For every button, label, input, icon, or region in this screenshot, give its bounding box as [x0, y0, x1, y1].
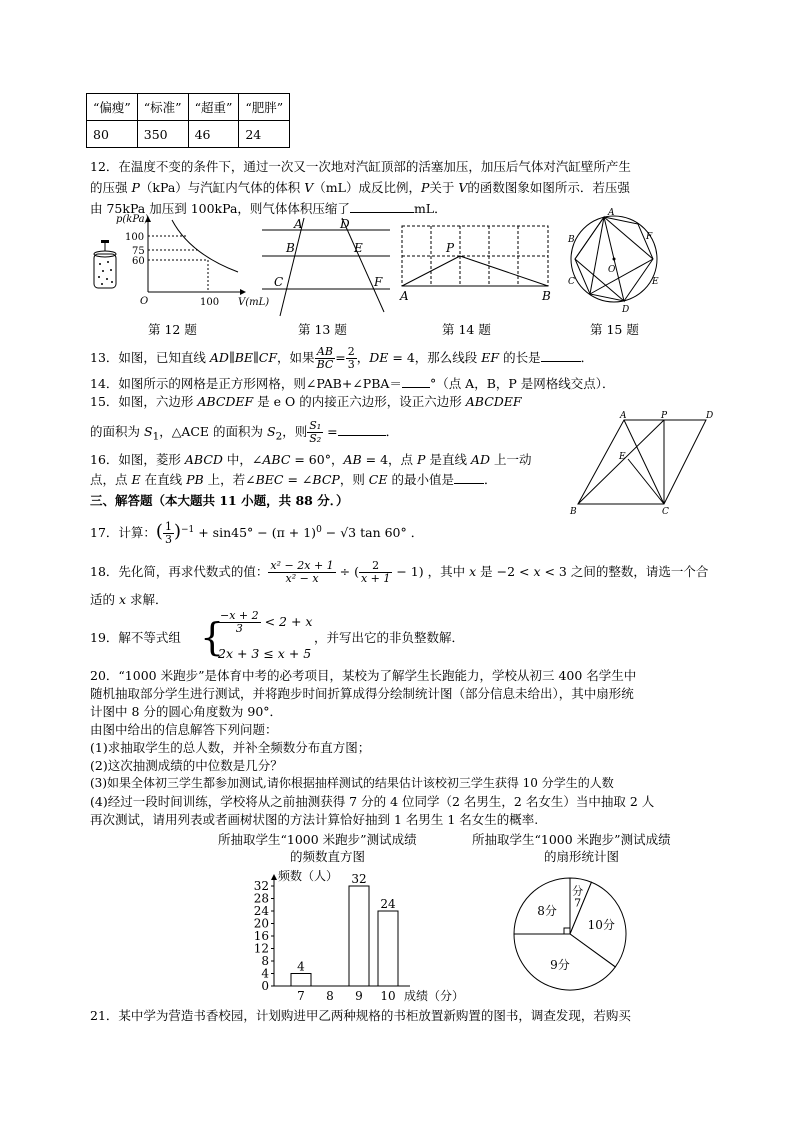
brace: {	[200, 615, 225, 659]
pie-label: 分	[572, 884, 584, 898]
bar-y-tick-label: 8	[261, 954, 269, 968]
pie-label: 7	[574, 896, 582, 910]
fig15-label: A	[608, 208, 615, 218]
fig12-ylabel: p(kPa)	[116, 214, 149, 225]
q20-line1: 20．“1000 米跑步”是体育中考的必考项目，某校为了解学生长跑能力，学校从初三 400 名学生中	[90, 668, 637, 683]
q18-line2: 适的 x 求解．	[90, 592, 168, 607]
bar-category-label: 8	[326, 989, 334, 1003]
bar-value-label: 24	[380, 897, 396, 911]
q19-ineq1: $\frac{-x + 2}{3}$ < 2 + x	[220, 609, 313, 635]
fig12-ytick: 100	[125, 232, 145, 243]
q17: 17．计算：( $\frac{1}{3}$ )$^{-1} + \sin 45^\circ - (\pi + 1)^0 - √3$ tan 60° ．	[90, 520, 424, 546]
answer-blank	[338, 435, 386, 436]
fig16-label: A	[620, 411, 627, 421]
bar-y-tick-label: 4	[261, 966, 269, 981]
q16-line2: 点，点 E 在直线 PB 上，若∠BEC = ∠BCP，则 CE 的最小值是 ．	[90, 472, 497, 487]
fig14-caption: 第 14 题	[442, 322, 491, 337]
fig14-label: B	[542, 289, 551, 303]
bar-chart	[248, 866, 468, 1006]
table-header-cell: “偏瘦”	[87, 94, 138, 121]
bar-category-label: 9	[355, 989, 363, 1003]
fig16-label: D	[706, 411, 714, 421]
table-header-cell: “标准”	[137, 94, 188, 121]
fig13-label: A	[294, 217, 303, 231]
q20-line8: (4)经过一段时间训练，学校将从之前抽测获得 7 分的 4 位同学（2 名男生，2 名女生）当中抽取 2 人	[90, 794, 655, 809]
pie-chart	[512, 870, 642, 1000]
fig13-label: B	[286, 241, 295, 255]
bar-y-tick-label: 20	[253, 916, 269, 931]
q13: 13．如图，已知直线 AD∥BE∥CF，如果 $\frac{AB}{BC}$ = $\frac{2}{3}$ ，DE = 4，那么线段 EF 的长是 ．	[90, 345, 594, 371]
answer-blank	[454, 483, 484, 484]
figure-16	[566, 412, 716, 518]
q20-line6: (2)这次抽测成绩的中位数是几分？	[90, 758, 283, 773]
fig13-label: D	[340, 217, 350, 231]
table-header-cell: “超重”	[188, 94, 239, 121]
q20-line5: (1)求抽取学生的总人数，并补全频数分布直方图；	[90, 740, 371, 755]
bar-value-label: 32	[351, 872, 367, 886]
fig12-caption: 第 12 题	[148, 322, 197, 337]
q16-line1: 16．如图，菱形 ABCD 中，∠ABC = 60°，AB = 4，点 P 是直线 AD 上一动	[90, 452, 532, 467]
bar-category-label: 7	[297, 989, 305, 1003]
pie-label: 9分	[550, 957, 570, 972]
answer-blank	[350, 212, 414, 213]
q18-line1: 18．先化简，再求代数式的值： $\frac{\text{x² − 2x + 1}}{\text{x² − x}}$ ÷ ( $\frac{2}{x + 1}$ − 1) ，其中 x 是 −2 < x < 3 之间的整数，请选一个合	[90, 559, 709, 585]
fig16-label: E	[619, 452, 626, 462]
table-value-cell: 350	[137, 121, 188, 148]
fig14-label: A	[400, 289, 409, 303]
cylinder-icon	[94, 240, 116, 288]
bar-10	[378, 911, 398, 986]
q15-line2: 的面积为 $S_1$，△ACE 的面积为 $S_2$，则 $\frac{\text{S₁}}{\text{S₂}}$ = ．	[90, 419, 399, 445]
q12-line2: 的压强 P（kPa）与汽缸内气体的体积 V（mL）成反比例，P关于 V的函数图象如图所示．若压强	[90, 180, 630, 195]
q19-ineq2: 2x + 3 ≤ x + 5	[218, 646, 312, 661]
bar-y-tick-label: 28	[253, 891, 269, 906]
fig15-label: F	[646, 232, 653, 242]
q12-line1: 12．在温度不变的条件下，通过一次又一次地对汽缸顶部的活塞加压，加压后气体对汽缸壁所产生	[90, 159, 631, 174]
fig15-label: O	[608, 265, 616, 275]
fig15-caption: 第 15 题	[590, 322, 639, 337]
figure-12	[90, 214, 270, 314]
bar-chart-xlabel: 成绩（分）	[404, 989, 465, 1003]
q14: 14．如图所示的网格是正方形网格，则∠PAB+∠PBA＝ °（点 A，B，P 是网格线交点）．	[90, 376, 615, 391]
figure-13	[262, 216, 392, 316]
fig16-label: C	[662, 507, 669, 517]
bar-chart-ylabel: 频数（人）	[278, 869, 339, 883]
fig16-label: P	[661, 411, 668, 421]
fig15-label: D	[622, 305, 630, 315]
bar-y-tick-label: 24	[253, 904, 269, 918]
q20-line3: 计图中 8 分的圆心角度数为 90°．	[90, 704, 283, 719]
q21: 21．某中学为营造书香校园，计划购进甲乙两种规格的书柜放置新购置的图书，调查发现，若购买	[90, 1008, 631, 1023]
bar-y-tick-label: 16	[253, 929, 269, 943]
q19-label: 19．解不等式组	[90, 630, 181, 645]
q19-tail: ，并写出它的非负整数解．	[314, 630, 465, 645]
figure-15	[566, 206, 666, 316]
fig15-label: C	[568, 277, 575, 287]
table-value-cell: 24	[239, 121, 290, 148]
bar-y-tick-label: 0	[261, 979, 269, 993]
fig12-xlabel: V(mL)	[238, 297, 270, 308]
q20-line2: 随机抽取部分学生进行测试，并将跑步时间折算成得分绘制统计图（部分信息未给出），其中扇形统	[90, 686, 634, 701]
bar-9	[349, 886, 369, 986]
pie-chart-subtitle: 的扇形统计图	[544, 849, 620, 864]
fig13-label: F	[374, 275, 383, 289]
bar-category-label: 10	[380, 989, 396, 1003]
fig15-label: B	[568, 235, 575, 245]
q20-line7: (3)如果全体初三学生都参加测试,请你根据抽样测试的结果估计该校初三学生获得 10 分学生的人数	[90, 776, 614, 790]
bar-chart-subtitle: 的频数直方图	[290, 849, 366, 864]
bar-value-label: 4	[297, 959, 305, 974]
fig15-label: E	[652, 277, 659, 287]
answer-blank	[402, 387, 430, 388]
q12-line3: 由 75kPa 加压到 100kPa，则气体体积压缩了 mL．	[90, 201, 447, 216]
bar-y-tick-label: 32	[253, 879, 269, 893]
fig13-label: C	[274, 275, 284, 289]
fig14-label: P	[446, 241, 455, 255]
fig12-xtick: 100	[200, 297, 220, 308]
pie-label: 8分	[537, 904, 557, 919]
bar-chart-title: 所抽取学生“1000 米跑步”测试成绩	[218, 832, 417, 847]
table-value-cell: 80	[87, 121, 138, 148]
table-header-cell: “肥胖”	[239, 94, 290, 121]
fig16-label: B	[570, 507, 577, 517]
q20-line4: 由图中给出的信息解答下列问题：	[90, 722, 278, 737]
pie-chart-title: 所抽取学生“1000 米跑步”测试成绩	[472, 832, 671, 847]
section-3-heading: 三、解答题（本大题共 11 小题，共 88 分．）	[90, 493, 349, 508]
table-value-cell: 46	[188, 121, 239, 148]
fig12-ytick: 60	[132, 256, 145, 267]
bar-7	[291, 974, 311, 987]
figure-14	[398, 222, 558, 304]
bar-y-arrow	[271, 874, 277, 880]
q15-line1: 15．如图，六边形 ABCDEF 是 e O 的内接正六边形，设正六边形 ABCDEF	[90, 394, 522, 409]
bmi-table	[86, 93, 290, 148]
answer-blank	[541, 361, 581, 362]
fig13-caption: 第 13 题	[298, 322, 347, 337]
fig12-ytick: 75	[132, 246, 145, 257]
fig12-origin: O	[140, 296, 149, 307]
pie-label: 10分	[587, 918, 615, 933]
q20-line9: 再次测试，请用列表或者画树状图的方法计算恰好抽到 1 名男生 1 名女生的概率.	[90, 812, 539, 827]
fig13-label: E	[354, 241, 363, 255]
bar-y-tick-label: 12	[253, 941, 269, 956]
